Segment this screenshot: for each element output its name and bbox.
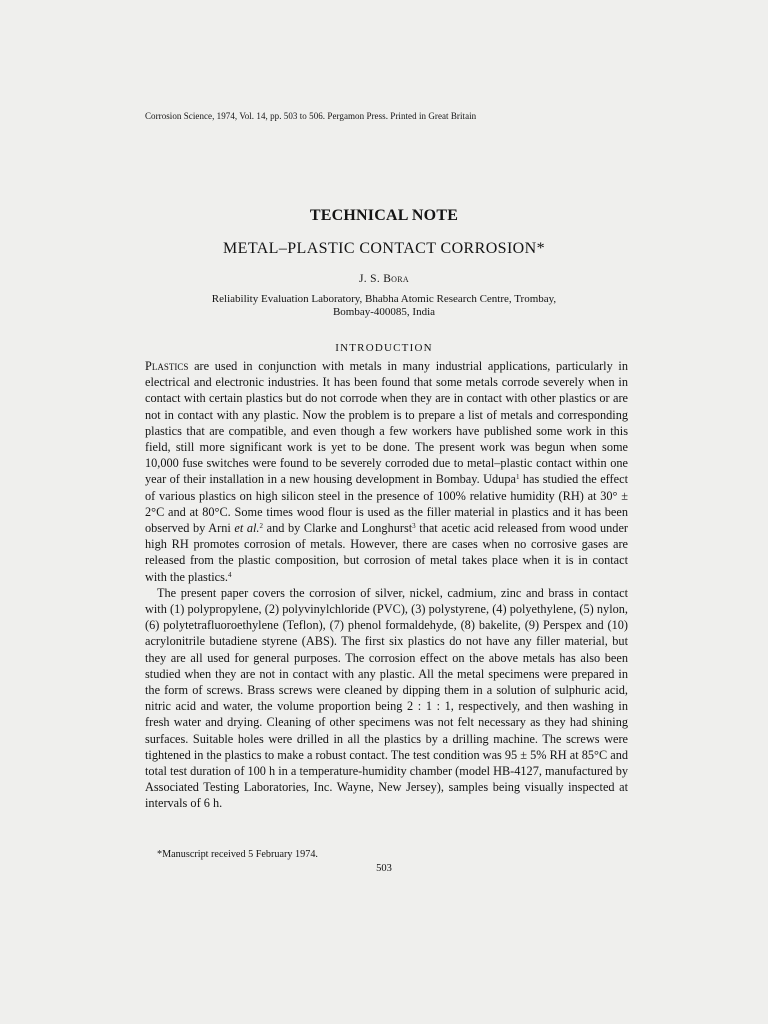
reference-marker: 3 [412, 522, 416, 531]
paragraph-text: and by Clarke and Longhurst [263, 521, 413, 536]
reference-marker: 2 [259, 522, 263, 531]
lead-word: Plastics [145, 359, 189, 373]
paragraph-text: has studied the effect of various plastics on high silicon steel in the presence of 100% relative humidity (RH) at 30° ± 2°C and at 80°C. Some times wood flour is used as the filler material in plastics and it has been observed by Arni [145, 472, 628, 536]
manuscript-footnote: *Manuscript received 5 February 1974. [157, 849, 318, 860]
paragraph [145, 358, 628, 585]
author-name: J. S. Bora [359, 273, 409, 285]
affiliation-line: Bombay-400085, India [332, 305, 436, 318]
section-heading: INTRODUCTION [335, 342, 433, 354]
article-body [145, 358, 628, 812]
reference-marker: 4 [228, 570, 232, 579]
note-type-heading: TECHNICAL NOTE [309, 207, 459, 224]
affiliation-line: Reliability Evaluation Laboratory, Bhabha Atomic Research Centre, Trombay, [211, 293, 557, 305]
journal-citation: Corrosion Science, 1974, Vol. 14, pp. 503 to 506. Pergamon Press. Printed in Great Britain [145, 111, 477, 121]
paragraph-text: that acetic acid released from wood under high RH promotes corrosion of metals. However, there are cases when no corrosive gases are released from the plastic composition, but corrosion of metal takes place when it is in contact with the plastics. [145, 521, 628, 584]
paragraph-text: are used in conjunction with metals in many industrial applications, particularly in electrical and electronic industries. It has been found that some metals corrode severely when in contact with certain plastics but do not corrode when they are in contact with other plastics or are not in contact with any plastic. Now the problem is to prepare a list of metals and corresponding plastics that are compatible, and even though a few workers have published some work in this field, still more significant work is yet to be done. The present work was begun when some 10,000 fuse switches were found to be severely corroded due to metal–plastic contact within one year of their installation in a new housing development in Bombay. Udupa [145, 359, 628, 487]
paragraph: The present paper covers the corrosion of silver, nickel, cadmium, zinc and brass in contact with (1) polypropylene, (2) polyvinylchloride (PVC), (3) polystyrene, (4) polyethylene, (5) nylon, (6) polytetrafluoroethylene (Teflon), (7) phenol formaldehyde, (8) bakelite, (9) Perspex and (10) acrylonitrile butadiene styrene (ABS). The first six plastics do not have any filler material, but they are all used for general purposes. The corrosion effect on the above metals has also been studied when they are not in contact with any plastic. All the metal specimens were prepared in the form of screws. Brass screws were cleaned by dipping them in a solution of sulphuric acid, nitric acid and water, the volume proportion being 2 : 1 : 1, respectively, and then washing in fresh water and drying. Cleaning of other specimens was not felt necessary as they had shining surfaces. Suitable holes were drilled in all the plastics by a drilling machine. The screws were tightened in the plastics to make a robust contact. The test condition was 95 ± 5% RH at 85°C and total test duration of 100 h in a temperature-humidity chamber (model HB-4127, manufactured by Associated Testing Laboratories, Inc. Wayne, New Jersey), samples being visually inspected at intervals of 6 h. [145, 585, 628, 811]
et-al-italic: et al. [234, 521, 260, 536]
author-affiliation [0, 293, 768, 318]
reference-marker: 1 [515, 473, 520, 482]
page-number: 503 [376, 863, 392, 874]
paper-title: METAL–PLASTIC CONTACT CORROSION* [223, 240, 545, 257]
